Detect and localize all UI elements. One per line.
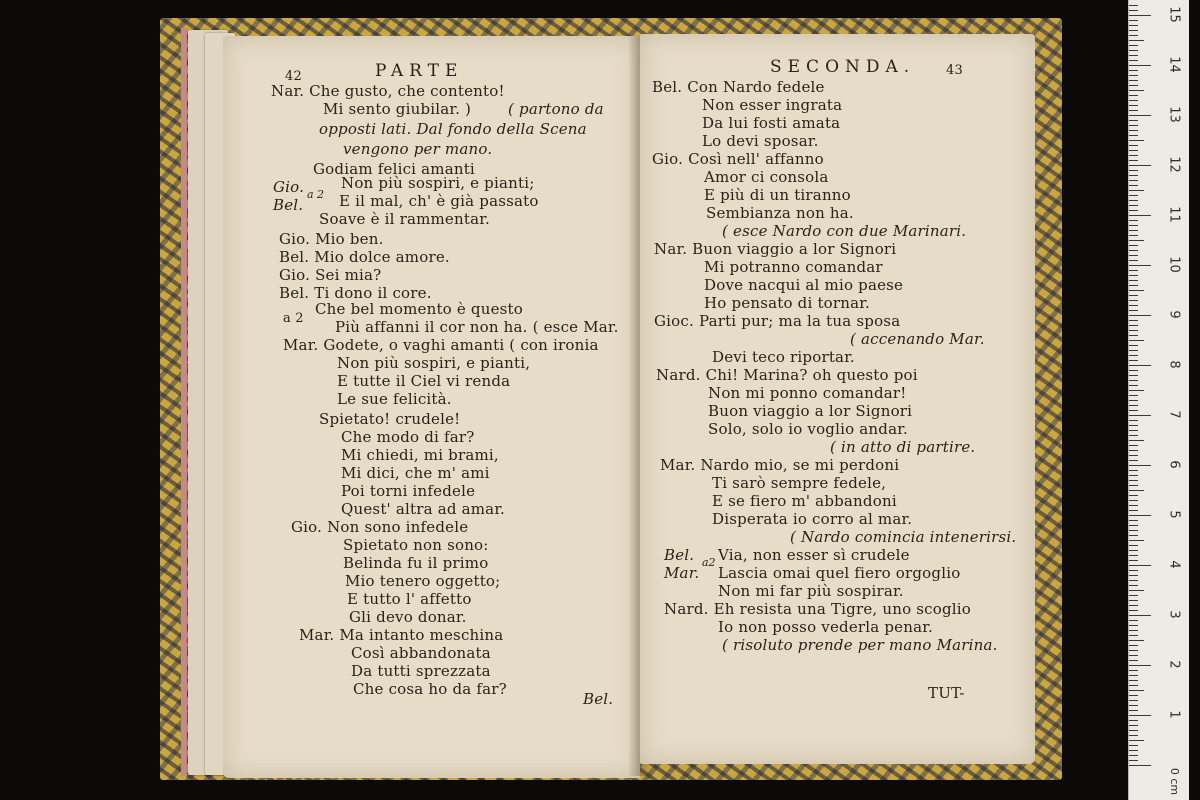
ruler-tick: [1129, 480, 1138, 481]
ruler-tick: [1129, 240, 1144, 241]
ruler-tick: [1129, 630, 1138, 631]
text-line: Bel. Mio dolce amore.: [279, 248, 450, 266]
ruler-tick: [1129, 255, 1138, 256]
ruler-tick: [1129, 525, 1138, 526]
ruler-tick: [1129, 60, 1138, 61]
ruler-tick: [1129, 20, 1138, 21]
ruler-number: 14: [1166, 56, 1182, 73]
ruler-tick: [1129, 765, 1151, 766]
text-line: Non mi far più sospirar.: [718, 582, 904, 600]
ruler-tick: [1129, 95, 1138, 96]
ruler-tick: [1129, 365, 1151, 366]
text-line: Disperata io corro al mar.: [712, 510, 913, 528]
ruler-tick: [1129, 445, 1138, 446]
ruler-tick: [1129, 405, 1138, 406]
ruler-tick: [1129, 710, 1138, 711]
ruler-tick: [1129, 615, 1151, 616]
text-line: Mi dici, che m' ami: [341, 464, 490, 482]
ruler-tick: [1129, 185, 1138, 186]
ruler-tick: [1129, 395, 1138, 396]
ruler-tick: [1129, 600, 1138, 601]
text-line: Godiam felici amanti: [313, 160, 475, 178]
ruler-tick: [1129, 580, 1138, 581]
ruler-tick: [1129, 30, 1138, 31]
text-line: Bel. Ti dono il core.: [279, 284, 432, 302]
ruler-tick: [1129, 175, 1138, 176]
text-line: E tutte il Ciel vi renda: [337, 372, 511, 390]
ruler-tick: [1129, 380, 1138, 381]
ruler-tick: [1129, 190, 1144, 191]
ruler-tick: [1129, 740, 1144, 741]
ruler-tick: [1129, 385, 1138, 386]
text-line: Belinda fu il primo: [343, 554, 489, 572]
ruler-tick: [1129, 285, 1138, 286]
text-line: Nard. Eh resista una Tigre, uno scoglio: [664, 600, 972, 618]
ruler-tick: [1129, 300, 1138, 301]
text-line: Gio. Sei mia?: [279, 266, 382, 284]
text-line: Da lui fosti amata: [702, 114, 841, 132]
text-line: Gioc. Parti pur; ma la tua sposa: [654, 312, 901, 330]
ruler-tick: [1129, 595, 1138, 596]
ruler-tick: [1129, 635, 1138, 636]
ruler-tick: [1129, 545, 1138, 546]
ruler-tick: [1129, 625, 1138, 626]
text-line: Soave è il rammentar.: [319, 210, 490, 228]
page-number: 42: [285, 69, 302, 84]
ruler-tick: [1129, 605, 1138, 606]
text-line: E se fiero m' abbandoni: [712, 492, 897, 510]
ruler-tick: [1129, 295, 1138, 296]
speaker-label: Bel.: [664, 546, 695, 564]
ruler-tick: [1129, 170, 1138, 171]
ruler-tick: [1129, 530, 1138, 531]
ruler-tick: [1129, 40, 1144, 41]
catchword: TUT-: [928, 684, 965, 702]
ruler-tick: [1129, 515, 1151, 516]
stage-direction: ( accenando Mar.: [850, 330, 985, 348]
ruler-tick: [1129, 70, 1138, 71]
ruler-unit: 0 cm: [1168, 767, 1182, 796]
ruler-number: 10: [1166, 256, 1182, 273]
text-line: Solo, solo io voglio andar.: [708, 420, 908, 438]
text-line: Non più sospiri, e pianti,: [337, 354, 531, 372]
text-line: Ho pensato di tornar.: [704, 294, 870, 312]
text-line: Più affanni il cor non ha. ( esce Mar.: [335, 318, 619, 336]
ruler-tick: [1129, 555, 1138, 556]
text-line: Gli devo donar.: [349, 608, 467, 626]
ruler-tick: [1129, 735, 1138, 736]
ruler-tick: [1129, 270, 1138, 271]
ruler-tick: [1129, 755, 1138, 756]
ruler-tick: [1129, 280, 1138, 281]
ruler-tick: [1129, 495, 1138, 496]
ruler-tick: [1129, 135, 1138, 136]
ruler-tick: [1129, 290, 1144, 291]
ruler-tick: [1129, 245, 1138, 246]
ruler-tick: [1129, 375, 1138, 376]
ruler-tick: [1129, 350, 1138, 351]
ruler-tick: [1129, 430, 1138, 431]
ruler-tick: [1129, 215, 1151, 216]
a2-marker: a 2: [283, 311, 304, 326]
a2-marker: a 2: [307, 188, 325, 201]
ruler-tick: [1129, 100, 1138, 101]
ruler-tick: [1129, 220, 1138, 221]
stage-direction: ( partono da: [508, 100, 604, 118]
ruler-tick: [1129, 180, 1138, 181]
right-page: [640, 34, 1035, 764]
ruler-tick: [1129, 55, 1138, 56]
ruler-tick: [1129, 130, 1138, 131]
ruler-tick: [1129, 200, 1138, 201]
stage-direction: ( esce Nardo con due Marinari.: [722, 222, 967, 240]
text-line: Mar. Ma intanto meschina: [299, 626, 504, 644]
ruler-tick: [1129, 470, 1138, 471]
ruler-tick: [1129, 500, 1138, 501]
ruler-tick: [1129, 440, 1144, 441]
text-line: Sembianza non ha.: [706, 204, 854, 222]
ruler-tick: [1129, 620, 1138, 621]
stage-direction: opposti lati. Dal fondo della Scena: [319, 120, 587, 138]
ruler-tick: [1129, 310, 1138, 311]
ruler-tick: [1129, 120, 1138, 121]
text-line: Spietato non sono:: [343, 536, 489, 554]
ruler-tick: [1129, 455, 1138, 456]
text-line: Mi sento giubilar. ): [323, 100, 472, 118]
ruler-tick: [1129, 660, 1138, 661]
ruler-tick: [1129, 575, 1138, 576]
ruler-tick: [1129, 520, 1138, 521]
text-line: Mar. Godete, o vaghi amanti ( con ironia: [283, 336, 599, 354]
stage-direction: vengono per mano.: [343, 140, 493, 158]
ruler-tick: [1129, 115, 1151, 116]
ruler-tick: [1129, 230, 1138, 231]
ruler-number: 1: [1166, 710, 1182, 719]
measuring-ruler: [1128, 0, 1189, 800]
ruler-tick: [1129, 15, 1151, 16]
ruler-tick: [1129, 540, 1144, 541]
ruler-tick: [1129, 155, 1138, 156]
ruler-tick: [1129, 665, 1151, 666]
ruler-tick: [1129, 475, 1138, 476]
ruler-number: 3: [1166, 610, 1182, 619]
ruler-tick: [1129, 390, 1144, 391]
ruler-tick: [1129, 235, 1138, 236]
ruler-tick: [1129, 705, 1138, 706]
ruler-tick: [1129, 450, 1138, 451]
text-line: Gio. Mio ben.: [279, 230, 384, 248]
ruler-tick: [1129, 75, 1138, 76]
text-line: Buon viaggio a lor Signori: [708, 402, 913, 420]
ruler-tick: [1129, 550, 1138, 551]
text-line: Ti sarò sempre fedele,: [712, 474, 887, 492]
ruler-tick: [1129, 720, 1138, 721]
text-line: Lo devi sposar.: [702, 132, 819, 150]
ruler-tick: [1129, 10, 1138, 11]
text-line: Le sue felicità.: [337, 390, 452, 408]
ruler-tick: [1129, 25, 1138, 26]
speaker-label: Bel.: [273, 196, 304, 214]
ruler-tick: [1129, 690, 1144, 691]
ruler-tick: [1129, 125, 1138, 126]
text-line: Nar. Buon viaggio a lor Signori: [654, 240, 897, 258]
ruler-tick: [1129, 745, 1138, 746]
ruler-tick: [1129, 435, 1138, 436]
ruler-tick: [1129, 140, 1144, 141]
ruler-tick: [1129, 410, 1138, 411]
text-line: Nard. Chi! Marina? oh questo poi: [656, 366, 918, 384]
ruler-tick: [1129, 725, 1138, 726]
ruler-tick: [1129, 680, 1138, 681]
ruler-number: 9: [1166, 310, 1182, 319]
ruler-number: 13: [1166, 106, 1182, 123]
ruler-tick: [1129, 265, 1151, 266]
ruler-tick: [1129, 760, 1138, 761]
ruler-tick: [1129, 695, 1138, 696]
ruler-tick: [1129, 590, 1144, 591]
ruler-tick: [1129, 150, 1138, 151]
ruler-tick: [1129, 330, 1138, 331]
ruler-tick: [1129, 490, 1144, 491]
ruler-tick: [1129, 700, 1138, 701]
ruler-tick: [1129, 165, 1151, 166]
catchword: Bel.: [583, 690, 614, 708]
ruler-tick: [1129, 485, 1138, 486]
text-line: Che modo di far?: [341, 428, 475, 446]
ruler-tick: [1129, 145, 1138, 146]
ruler-tick: [1129, 260, 1138, 261]
ruler-tick: [1129, 640, 1144, 641]
page-number: 43: [946, 63, 963, 78]
ruler-tick: [1129, 65, 1151, 66]
text-line: Non più sospiri, e pianti;: [341, 174, 535, 192]
ruler-tick: [1129, 5, 1138, 6]
ruler-tick: [1129, 340, 1144, 341]
speaker-label: Mar.: [664, 564, 700, 582]
ruler-tick: [1129, 90, 1144, 91]
ruler-tick: [1129, 160, 1138, 161]
ruler-tick: [1129, 50, 1138, 51]
text-line: Bel. Con Nardo fedele: [652, 78, 825, 96]
text-line: Io non posso vederla penar.: [718, 618, 933, 636]
ruler-tick: [1129, 685, 1138, 686]
ruler-tick: [1129, 35, 1138, 36]
ruler-tick: [1129, 675, 1138, 676]
speaker-label: Gio.: [273, 178, 305, 196]
ruler-tick: [1129, 195, 1138, 196]
text-line: Che bel momento è questo: [315, 300, 524, 318]
ruler-tick: [1129, 510, 1138, 511]
text-line: Così abbandonata: [351, 644, 491, 662]
ruler-tick: [1129, 370, 1138, 371]
running-header: PARTE: [375, 61, 464, 81]
ruler-tick: [1129, 650, 1138, 651]
ruler-tick: [1129, 110, 1138, 111]
ruler-tick: [1129, 750, 1138, 751]
a2-marker: a2: [702, 556, 716, 569]
ruler-tick: [1129, 45, 1138, 46]
text-line: Non mi ponno comandar!: [708, 384, 907, 402]
ruler-tick: [1129, 670, 1138, 671]
ruler-number: 5: [1166, 510, 1182, 519]
ruler-tick: [1129, 360, 1138, 361]
text-line: E il mal, ch' è già passato: [339, 192, 539, 210]
ruler-tick: [1129, 715, 1151, 716]
ruler-tick: [1129, 425, 1138, 426]
ruler-tick: [1129, 320, 1138, 321]
text-line: Devi teco riportar.: [712, 348, 855, 366]
ruler-number: 8: [1166, 360, 1182, 369]
text-line: Gio. Così nell' affanno: [652, 150, 824, 168]
text-line: Nar. Che gusto, che contento!: [271, 82, 505, 100]
ruler-tick: [1129, 570, 1138, 571]
ruler-tick: [1129, 420, 1138, 421]
ruler-number: 4: [1166, 560, 1182, 569]
ruler-tick: [1129, 730, 1138, 731]
ruler-tick: [1129, 325, 1138, 326]
text-line: Spietato! crudele!: [319, 410, 461, 428]
text-line: Non esser ingrata: [702, 96, 843, 114]
ruler-tick: [1129, 645, 1138, 646]
text-line: Mi chiedi, mi brami,: [341, 446, 499, 464]
text-line: Poi torni infedele: [341, 482, 476, 500]
ruler-tick: [1129, 105, 1138, 106]
text-line: Quest' altra ad amar.: [341, 500, 506, 518]
ruler-tick: [1129, 585, 1138, 586]
text-line: E più di un tiranno: [704, 186, 851, 204]
left-page: [223, 36, 640, 778]
ruler-tick: [1129, 205, 1138, 206]
ruler-tick: [1129, 610, 1138, 611]
ruler-tick: [1129, 210, 1138, 211]
text-line: Che cosa ho da far?: [353, 680, 507, 698]
ruler-number: 7: [1166, 410, 1182, 419]
text-line: Lascia omai quel fiero orgoglio: [718, 564, 961, 582]
ruler-tick: [1129, 415, 1151, 416]
text-line: Da tutti sprezzata: [351, 662, 491, 680]
text-line: Dove nacqui al mio paese: [704, 276, 904, 294]
ruler-tick: [1129, 460, 1138, 461]
ruler-tick: [1129, 560, 1138, 561]
text-line: Gio. Non sono infedele: [291, 518, 469, 536]
ruler-tick: [1129, 250, 1138, 251]
text-line: Via, non esser sì crudele: [718, 546, 910, 564]
ruler-tick: [1129, 85, 1138, 86]
ruler-number: 12: [1166, 156, 1182, 173]
ruler-tick: [1129, 305, 1138, 306]
stage-direction: ( in atto di partire.: [830, 438, 976, 456]
ruler-tick: [1129, 655, 1138, 656]
ruler-tick: [1129, 400, 1138, 401]
page-edge: [181, 28, 187, 776]
ruler-number: 15: [1166, 6, 1182, 23]
ruler-tick: [1129, 275, 1138, 276]
ruler-tick: [1129, 315, 1151, 316]
ruler-tick: [1129, 335, 1138, 336]
ruler-tick: [1129, 465, 1151, 466]
ruler-tick: [1129, 535, 1138, 536]
stage-direction: ( Nardo comincia intenerirsi.: [790, 528, 1017, 546]
ruler-tick: [1129, 505, 1138, 506]
text-line: Amor ci consola: [704, 168, 829, 186]
ruler-number: 6: [1166, 460, 1182, 469]
ruler-tick: [1129, 355, 1138, 356]
ruler-number: 11: [1166, 206, 1182, 223]
ruler-tick: [1129, 565, 1151, 566]
ruler-tick: [1129, 345, 1138, 346]
ruler-number: 2: [1166, 660, 1182, 669]
running-header: SECONDA.: [770, 57, 916, 77]
text-line: Mar. Nardo mio, se mi perdoni: [660, 456, 900, 474]
text-line: Mi potranno comandar: [704, 258, 883, 276]
text-line: E tutto l' affetto: [347, 590, 472, 608]
ruler-tick: [1129, 80, 1138, 81]
stage-direction: ( risoluto prende per mano Marina.: [722, 636, 998, 654]
text-line: Mio tenero oggetto;: [345, 572, 501, 590]
ruler-tick: [1129, 225, 1138, 226]
